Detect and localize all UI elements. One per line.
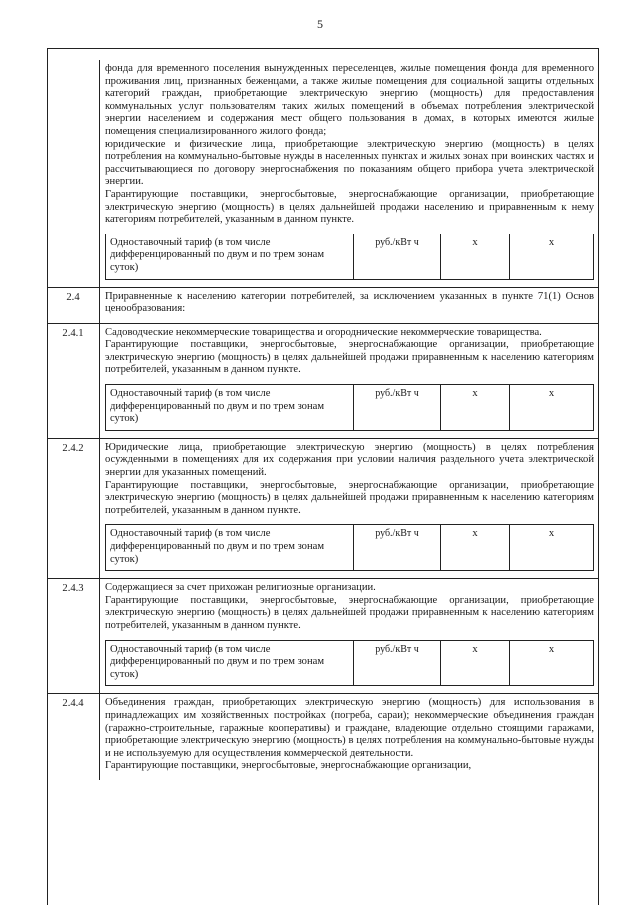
row-number — [47, 60, 100, 287]
tariff-unit: руб./кВт ч — [354, 525, 441, 571]
table-row — [47, 60, 599, 287]
tariff-row — [106, 234, 594, 279]
tariff-document-table — [47, 60, 599, 780]
tariff-label: Одноставочный тариф (в том числе дифференцированный по двум и по трем зонам суток) — [106, 640, 354, 686]
row-content — [100, 579, 600, 694]
row-paragraph: Содержащиеся за счет прихожан религиозные организации. — [105, 582, 376, 594]
table-top-border — [47, 48, 599, 49]
row-number: 2.4.2 — [47, 438, 100, 578]
tariff-value-2: х — [510, 385, 594, 431]
tariff-row — [106, 385, 594, 431]
tariff-unit: руб./кВт ч — [354, 234, 441, 279]
tariff-row — [106, 640, 594, 686]
tariff-value-1: х — [441, 234, 510, 279]
row-content — [100, 287, 600, 323]
tariff-subtable — [105, 524, 594, 571]
row-content — [100, 438, 600, 578]
row-content — [100, 323, 600, 438]
tariff-row — [106, 525, 594, 571]
tariff-value-2: х — [510, 640, 594, 686]
tariff-value-1: х — [441, 640, 510, 686]
row-paragraph: Гарантирующие поставщики, энергосбытовые, энергоснабжающие организации, — [105, 760, 472, 772]
table-row — [47, 694, 599, 780]
row-number: 2.4.4 — [47, 694, 100, 780]
tariff-subtable — [105, 234, 594, 280]
tariff-unit: руб./кВт ч — [354, 640, 441, 686]
tariff-value-1: х — [441, 525, 510, 571]
table-row — [47, 287, 599, 323]
row-content — [100, 60, 600, 287]
row-paragraph: Приравненные к населению категории потребителей, за исключением указанных в пункте 71(1) Основ ценообразования: — [105, 290, 594, 315]
tariff-subtable — [105, 384, 594, 431]
row-paragraph: Гарантирующие поставщики, энергосбытовые, энергоснабжающие организации, приобретающие электрическую энергию (мощность) в целях дальнейшей продажи приравненным к населению категориям потребителей, указанным в данном пункте. — [105, 594, 594, 631]
row-paragraph: юридические и физические лица, приобретающие электрическую энергию (мощность) в целях потребления на коммунально-бытовые нужды в населенных пунктах и жилых зонах при воинских частях и рассчитывающиеся по договору энергоснабжения по показаниям общего прибора учета электрической энергии. — [105, 138, 594, 188]
row-paragraph: Гарантирующие поставщики, энергосбытовые, энергоснабжающие организации, приобретающие электрическую энергию (мощность) в целях дальнейшей продажи приравненным к населению категориям потребителей, указанным в данном пункте. — [105, 479, 594, 516]
row-paragraph: Объединения граждан, приобретающих электрическую энергию (мощность) для использования в принадлежащих им хозяйственных постройках (погреба, сараи); некоммерческие объединения граждан (гаражно-строительные, гаражные кооперативы) и граждане, владеющие отдельно стоящими гаражами, приобретающие электрическую энергию (мощность) в целях потребления на коммунально-бытовые нужды и не используемую для осуществления коммерческой деятельности. — [105, 697, 594, 759]
tariff-value-1: х — [441, 385, 510, 431]
row-paragraph: Гарантирующие поставщики, энергосбытовые, энергоснабжающие организации, приобретающие электрическую энергию (мощность) в целях дальнейшей продажи приравненным к населению категориям потребителей, указанным в данном пункте. — [105, 339, 594, 376]
row-content — [100, 694, 600, 780]
tariff-subtable — [105, 640, 594, 687]
tariff-unit: руб./кВт ч — [354, 385, 441, 431]
page-number: 5 — [317, 17, 323, 31]
row-paragraph: фонда для временного поселения вынужденных переселенцев, жилые помещения фонда для временного проживания лиц, признанных беженцами, а также жилые помещения для социальной защиты отдельных категорий граждан, приобретающие электрическую энергию (мощность) для предоставления коммунальных услуг пользователям таких жилых помещений в объемах потребления электрической энергии населением и содержания мест общего пользования в домах, в которых имеются жилые помещения специализированного жилого фонда; — [105, 63, 594, 137]
row-number: 2.4.3 — [47, 579, 100, 694]
tariff-label: Одноставочный тариф (в том числе дифференцированный по двум и по трем зонам суток) — [106, 234, 354, 279]
row-paragraph: Гарантирующие поставщики, энергосбытовые, энергоснабжающие организации, приобретающие электрическую энергию (мощность) в целях дальнейшей продажи населению и приравненным к нему категориям потребителей, указанным в данном пункте. — [105, 188, 594, 226]
row-paragraph: Садоводческие некоммерческие товарищества и огороднические некоммерческие товарищества. — [105, 326, 542, 338]
tariff-label: Одноставочный тариф (в том числе дифференцированный по двум и по трем зонам суток) — [106, 385, 354, 431]
table-row — [47, 323, 599, 438]
row-number: 2.4 — [47, 287, 100, 323]
table-row — [47, 438, 599, 578]
tariff-label: Одноставочный тариф (в том числе дифференцированный по двум и по трем зонам суток) — [106, 525, 354, 571]
tariff-value-2: х — [510, 525, 594, 571]
row-number: 2.4.1 — [47, 323, 100, 438]
table-row — [47, 579, 599, 694]
tariff-value-2: х — [510, 234, 594, 279]
row-paragraph: Юридические лица, приобретающие электрическую энергию (мощность) в целях потребления осужденными в помещениях для их содержания при условии наличия раздельного учета электрической энергии для указанных помещений. — [105, 441, 594, 479]
